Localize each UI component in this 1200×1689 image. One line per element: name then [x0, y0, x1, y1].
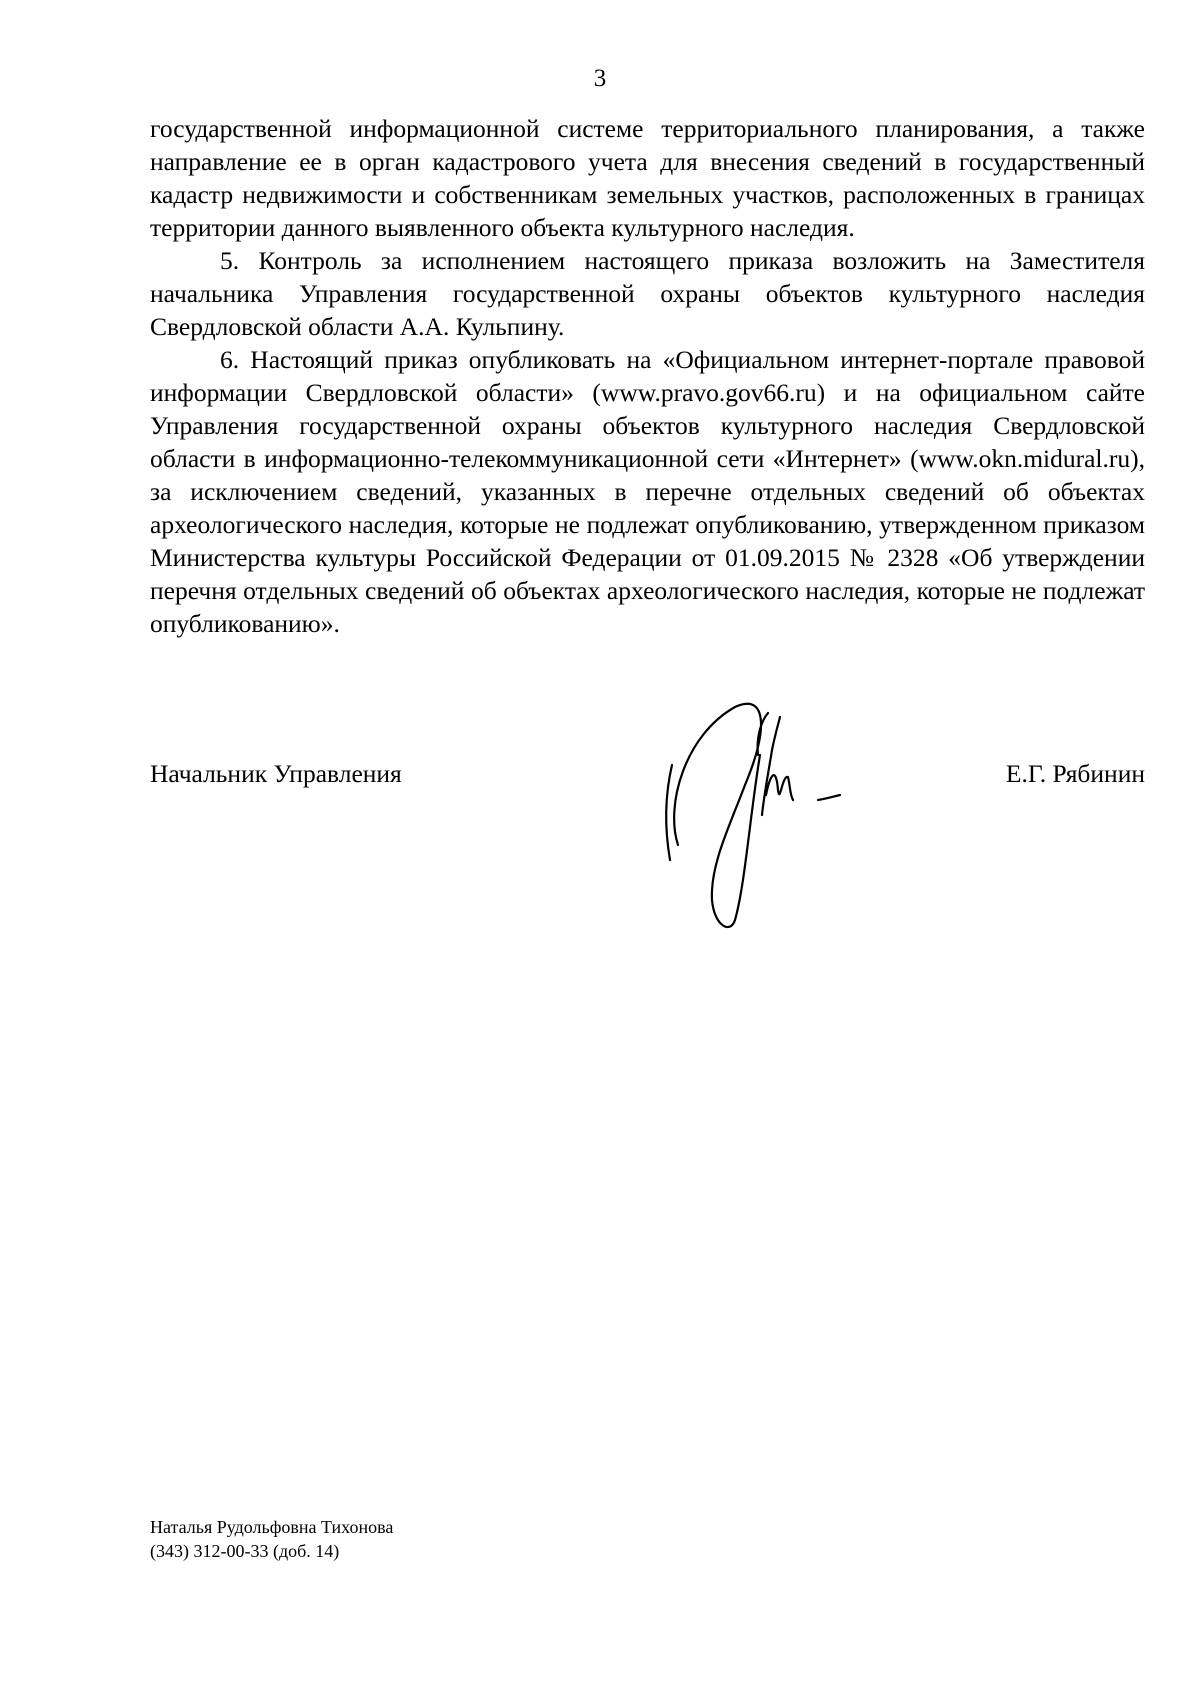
- contact-info: [150, 1515, 393, 1563]
- signature-block: [150, 757, 1145, 797]
- handwritten-signature: [650, 695, 880, 945]
- paragraph-item-6: 6. Настоящий приказ опубликовать на «Официальном интернет-портале правовой информации Свердловской области» (www.pravo.gov66.ru) и на официальном сайте Управления государственной охраны объектов культурного наследия Свердловской области в информационно-телекоммуникационной сети «Интернет» (www.okn.midural.ru), за исключением сведений, указанных в перечне отдельных сведений об объектах археологического наследия, которые не подлежат опубликованию, утвержденном приказом Министерства культуры Российской Федерации от 01.09.2015 № 2328 «Об утверждении перечня отдельных сведений об объектах археологического наследия, которые не подлежат опубликованию».: [150, 345, 1145, 638]
- paragraph-continuation: государственной информационной системе территориального планирования, а также направление ее в орган кадастрового учета для внесения сведений в государственный кадастр недвижимости и собственникам земельных участков, расположенных в границах территории данного выявленного объекта культурного наследия.: [150, 114, 1145, 242]
- contact-name: Наталья Рудольфовна Тихонова: [150, 1517, 394, 1537]
- signer-title: Начальник Управления: [150, 759, 402, 788]
- document-body: [150, 112, 1145, 640]
- page-number: 3: [593, 65, 607, 92]
- signer-name: Е.Г. Рябинин: [1005, 759, 1145, 788]
- paragraph-item-5: 5. Контроль за исполнением настоящего приказа возложить на Заместителя начальника Управления государственной охраны объектов культурного наследия Свердловской области А.А. Кульпину.: [150, 246, 1145, 341]
- contact-phone: (343) 312-00-33 (доб. 14): [150, 1541, 340, 1561]
